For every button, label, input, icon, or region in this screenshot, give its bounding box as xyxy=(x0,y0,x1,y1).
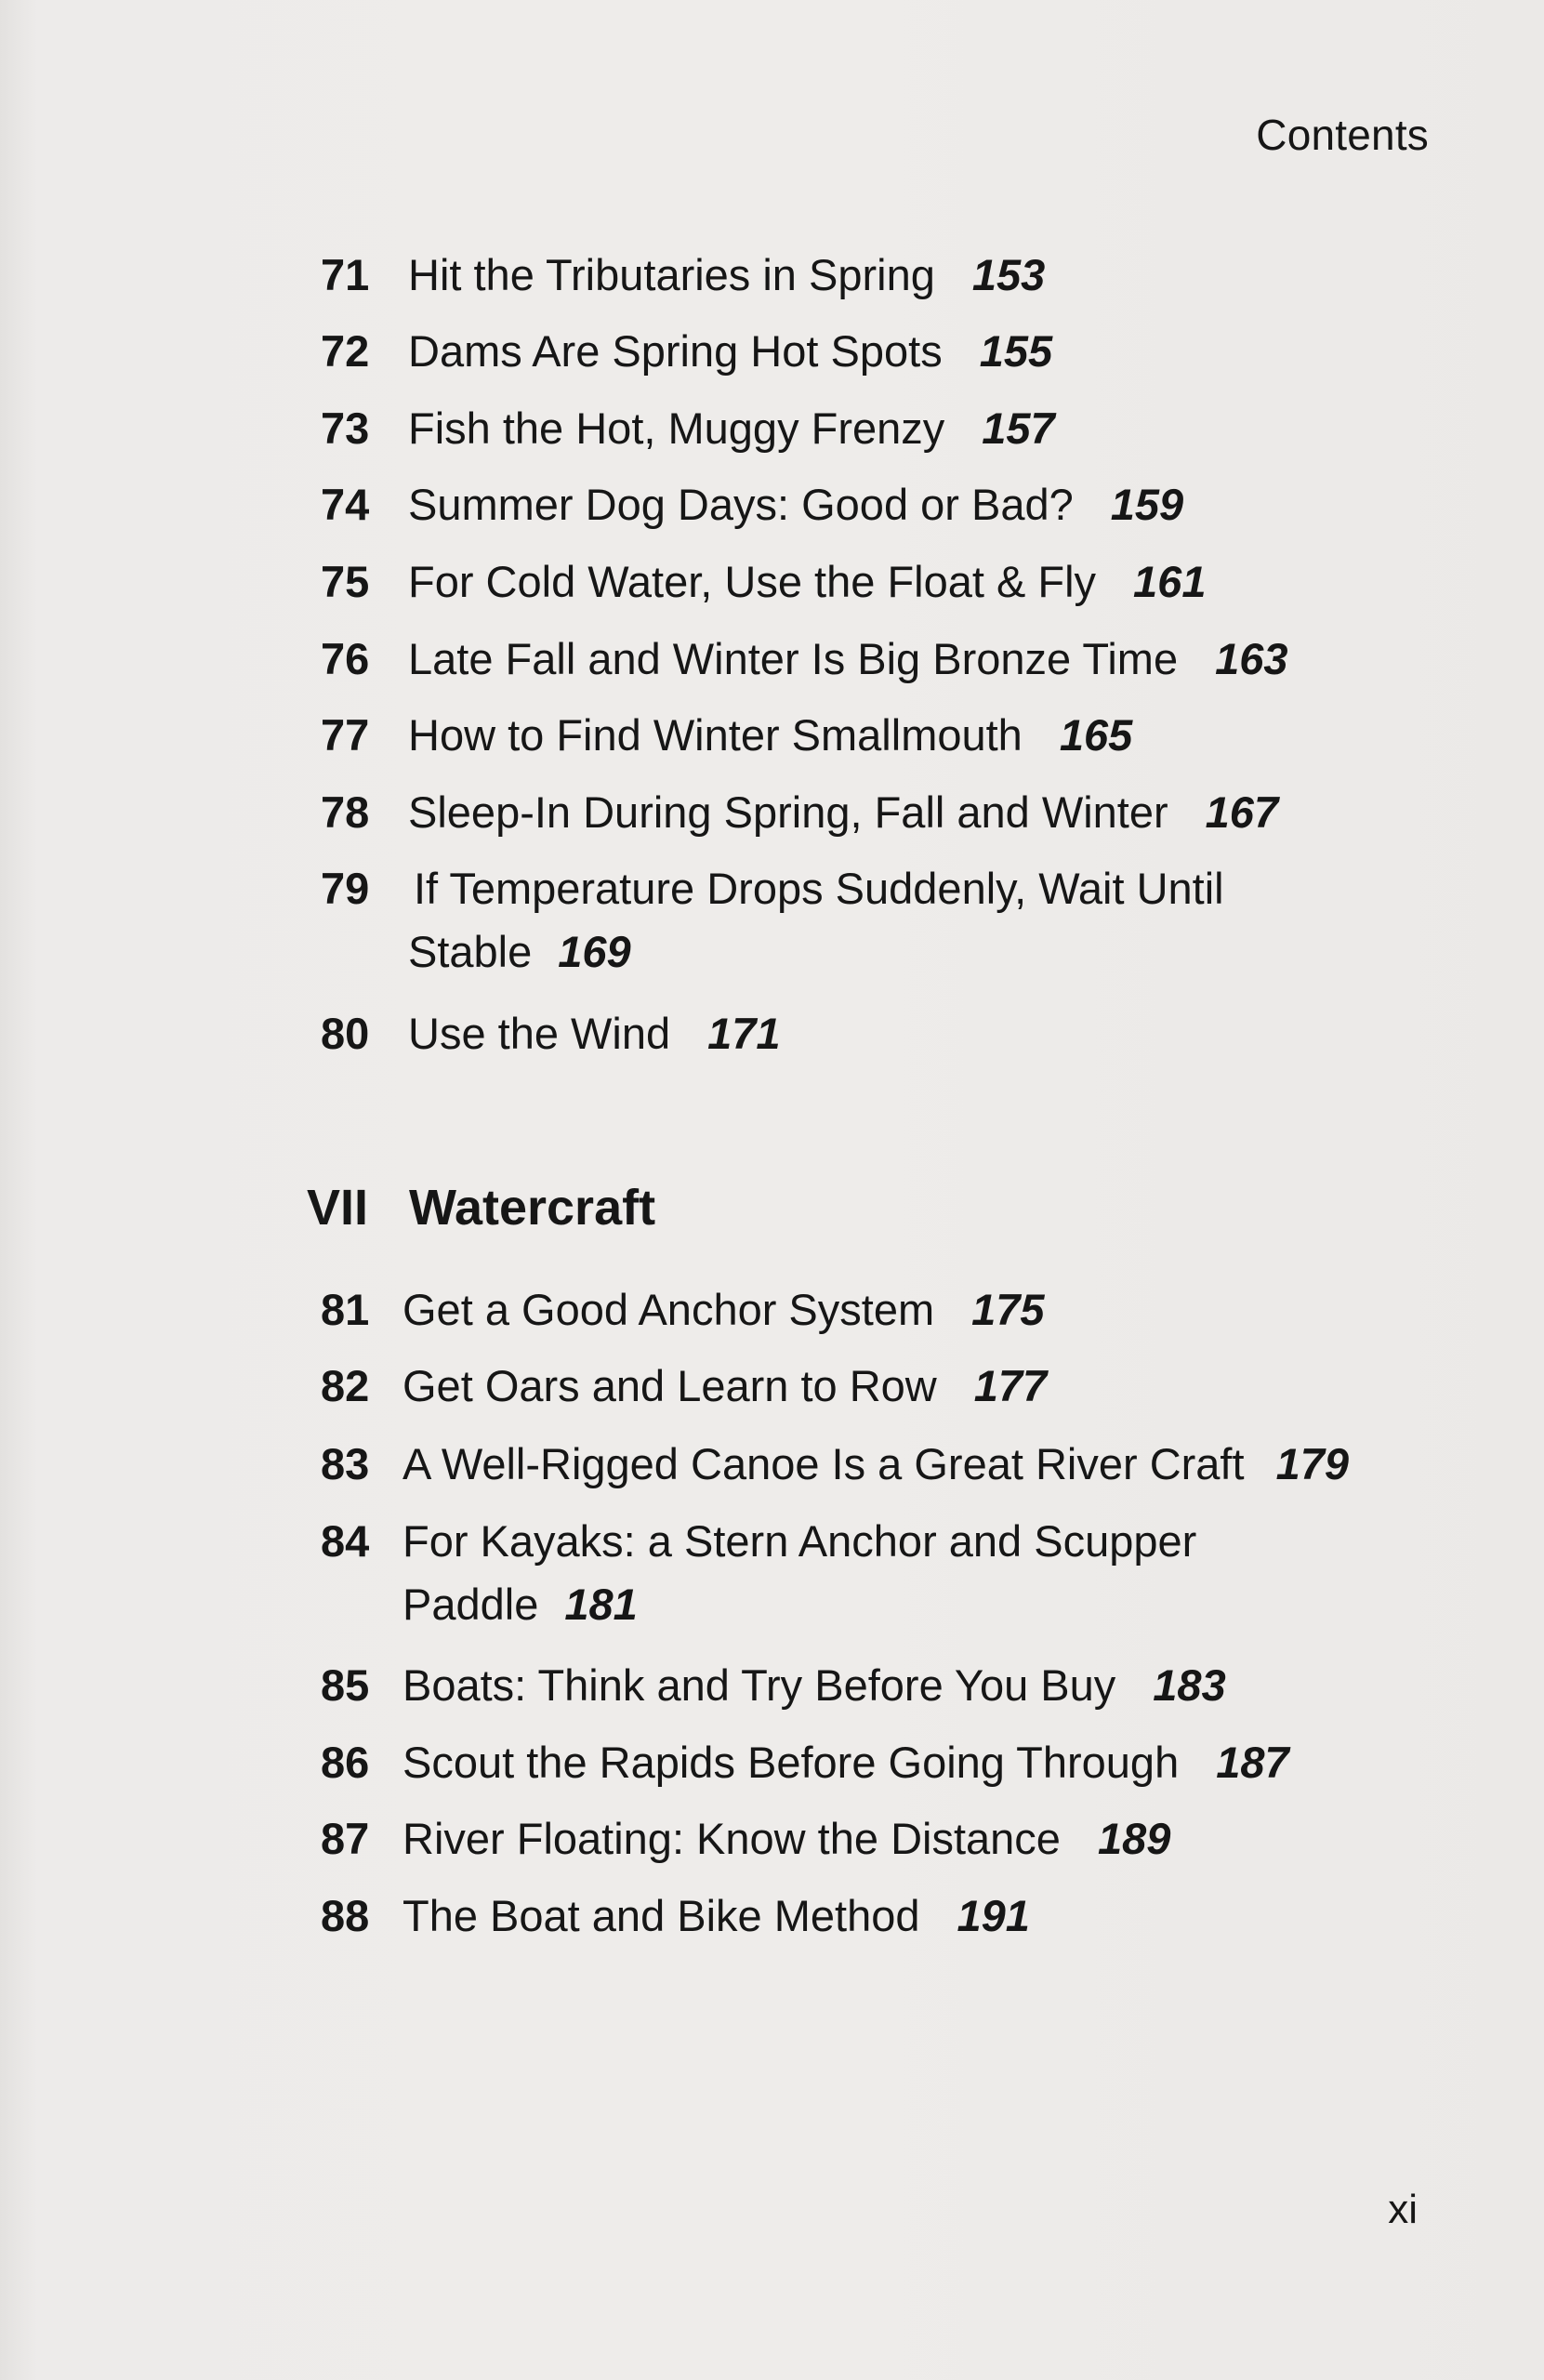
entry-title: If Temperature Drops Suddenly, Wait Until xyxy=(414,864,1224,913)
entry-number: 73 xyxy=(321,403,370,453)
entry-title: Scout the Rapids Before Going Through xyxy=(402,1738,1180,1787)
entry-number: 80 xyxy=(321,1009,370,1058)
entry-page-number: 183 xyxy=(1153,1660,1226,1710)
entry-page-number: 191 xyxy=(957,1891,1030,1940)
entry-number: 87 xyxy=(321,1814,370,1863)
entry-title: Get a Good Anchor System xyxy=(402,1285,935,1334)
entry-number: 71 xyxy=(321,250,370,299)
entry-page-number: 175 xyxy=(971,1285,1045,1334)
entry-title: Dams Are Spring Hot Spots xyxy=(408,326,943,376)
entry-number: 77 xyxy=(321,710,370,760)
entry-page-number: 165 xyxy=(1059,710,1133,760)
entry-title: Hit the Tributaries in Spring xyxy=(408,250,935,299)
entry-title: For Cold Water, Use the Float & Fly xyxy=(408,557,1097,606)
entry-title: Use the Wind xyxy=(408,1009,671,1058)
entry-number: 85 xyxy=(321,1660,370,1710)
entry-page-number: 171 xyxy=(707,1009,781,1058)
entry-title: Sleep-In During Spring, Fall and Winter xyxy=(408,787,1168,837)
page-folio: xi xyxy=(1388,2187,1418,2232)
entry-title-continued: Stable xyxy=(408,927,533,976)
entry-page-number: 169 xyxy=(558,927,631,976)
entry-page-number: 159 xyxy=(1110,480,1184,529)
entry-page-number: 161 xyxy=(1133,557,1207,606)
entry-number: 72 xyxy=(321,326,370,376)
entry-title: Get Oars and Learn to Row xyxy=(402,1361,937,1410)
entry-title: Fish the Hot, Muggy Frenzy xyxy=(408,403,945,453)
entry-number: 81 xyxy=(321,1285,370,1334)
entry-title: For Kayaks: a Stern Anchor and Scupper xyxy=(402,1516,1197,1566)
entry-title: How to Find Winter Smallmouth xyxy=(408,710,1023,760)
entry-number: 84 xyxy=(321,1516,370,1566)
entry-number: 82 xyxy=(321,1361,370,1410)
entry-page-number: 153 xyxy=(971,250,1046,299)
running-head: Contents xyxy=(1256,111,1429,159)
entry-page-number: 155 xyxy=(979,326,1053,376)
entry-page-number: 167 xyxy=(1205,787,1279,837)
entry-number: 75 xyxy=(321,557,370,606)
entry-page-number: 189 xyxy=(1097,1814,1171,1863)
part-title: Watercraft xyxy=(409,1180,656,1236)
entry-page-number: 177 xyxy=(973,1361,1048,1410)
entry-title: River Floating: Know the Distance xyxy=(402,1814,1061,1863)
entry-number: 86 xyxy=(321,1738,370,1787)
entry-page-number: 163 xyxy=(1215,634,1288,683)
entry-number: 76 xyxy=(321,634,370,683)
entry-title: Boats: Think and Try Before You Buy xyxy=(402,1660,1116,1710)
entry-number: 83 xyxy=(321,1439,370,1488)
entry-page-number: 157 xyxy=(982,403,1055,453)
entry-number: 79 xyxy=(321,864,370,913)
entry-number: 74 xyxy=(321,480,370,529)
entry-title: The Boat and Bike Method xyxy=(402,1891,920,1940)
entry-page-number: 179 xyxy=(1275,1439,1349,1488)
entry-title: Late Fall and Winter Is Big Bronze Time xyxy=(408,634,1179,683)
entry-page-number: 187 xyxy=(1216,1738,1289,1787)
entry-number: 88 xyxy=(321,1891,370,1940)
entry-title: Summer Dog Days: Good or Bad? xyxy=(408,480,1074,529)
entry-number: 78 xyxy=(321,787,370,837)
entry-title-continued: Paddle xyxy=(402,1580,539,1629)
entry-page-number: 181 xyxy=(564,1580,638,1629)
part-number: VII xyxy=(307,1180,369,1236)
entry-title: A Well-Rigged Canoe Is a Great River Craft xyxy=(402,1439,1245,1488)
